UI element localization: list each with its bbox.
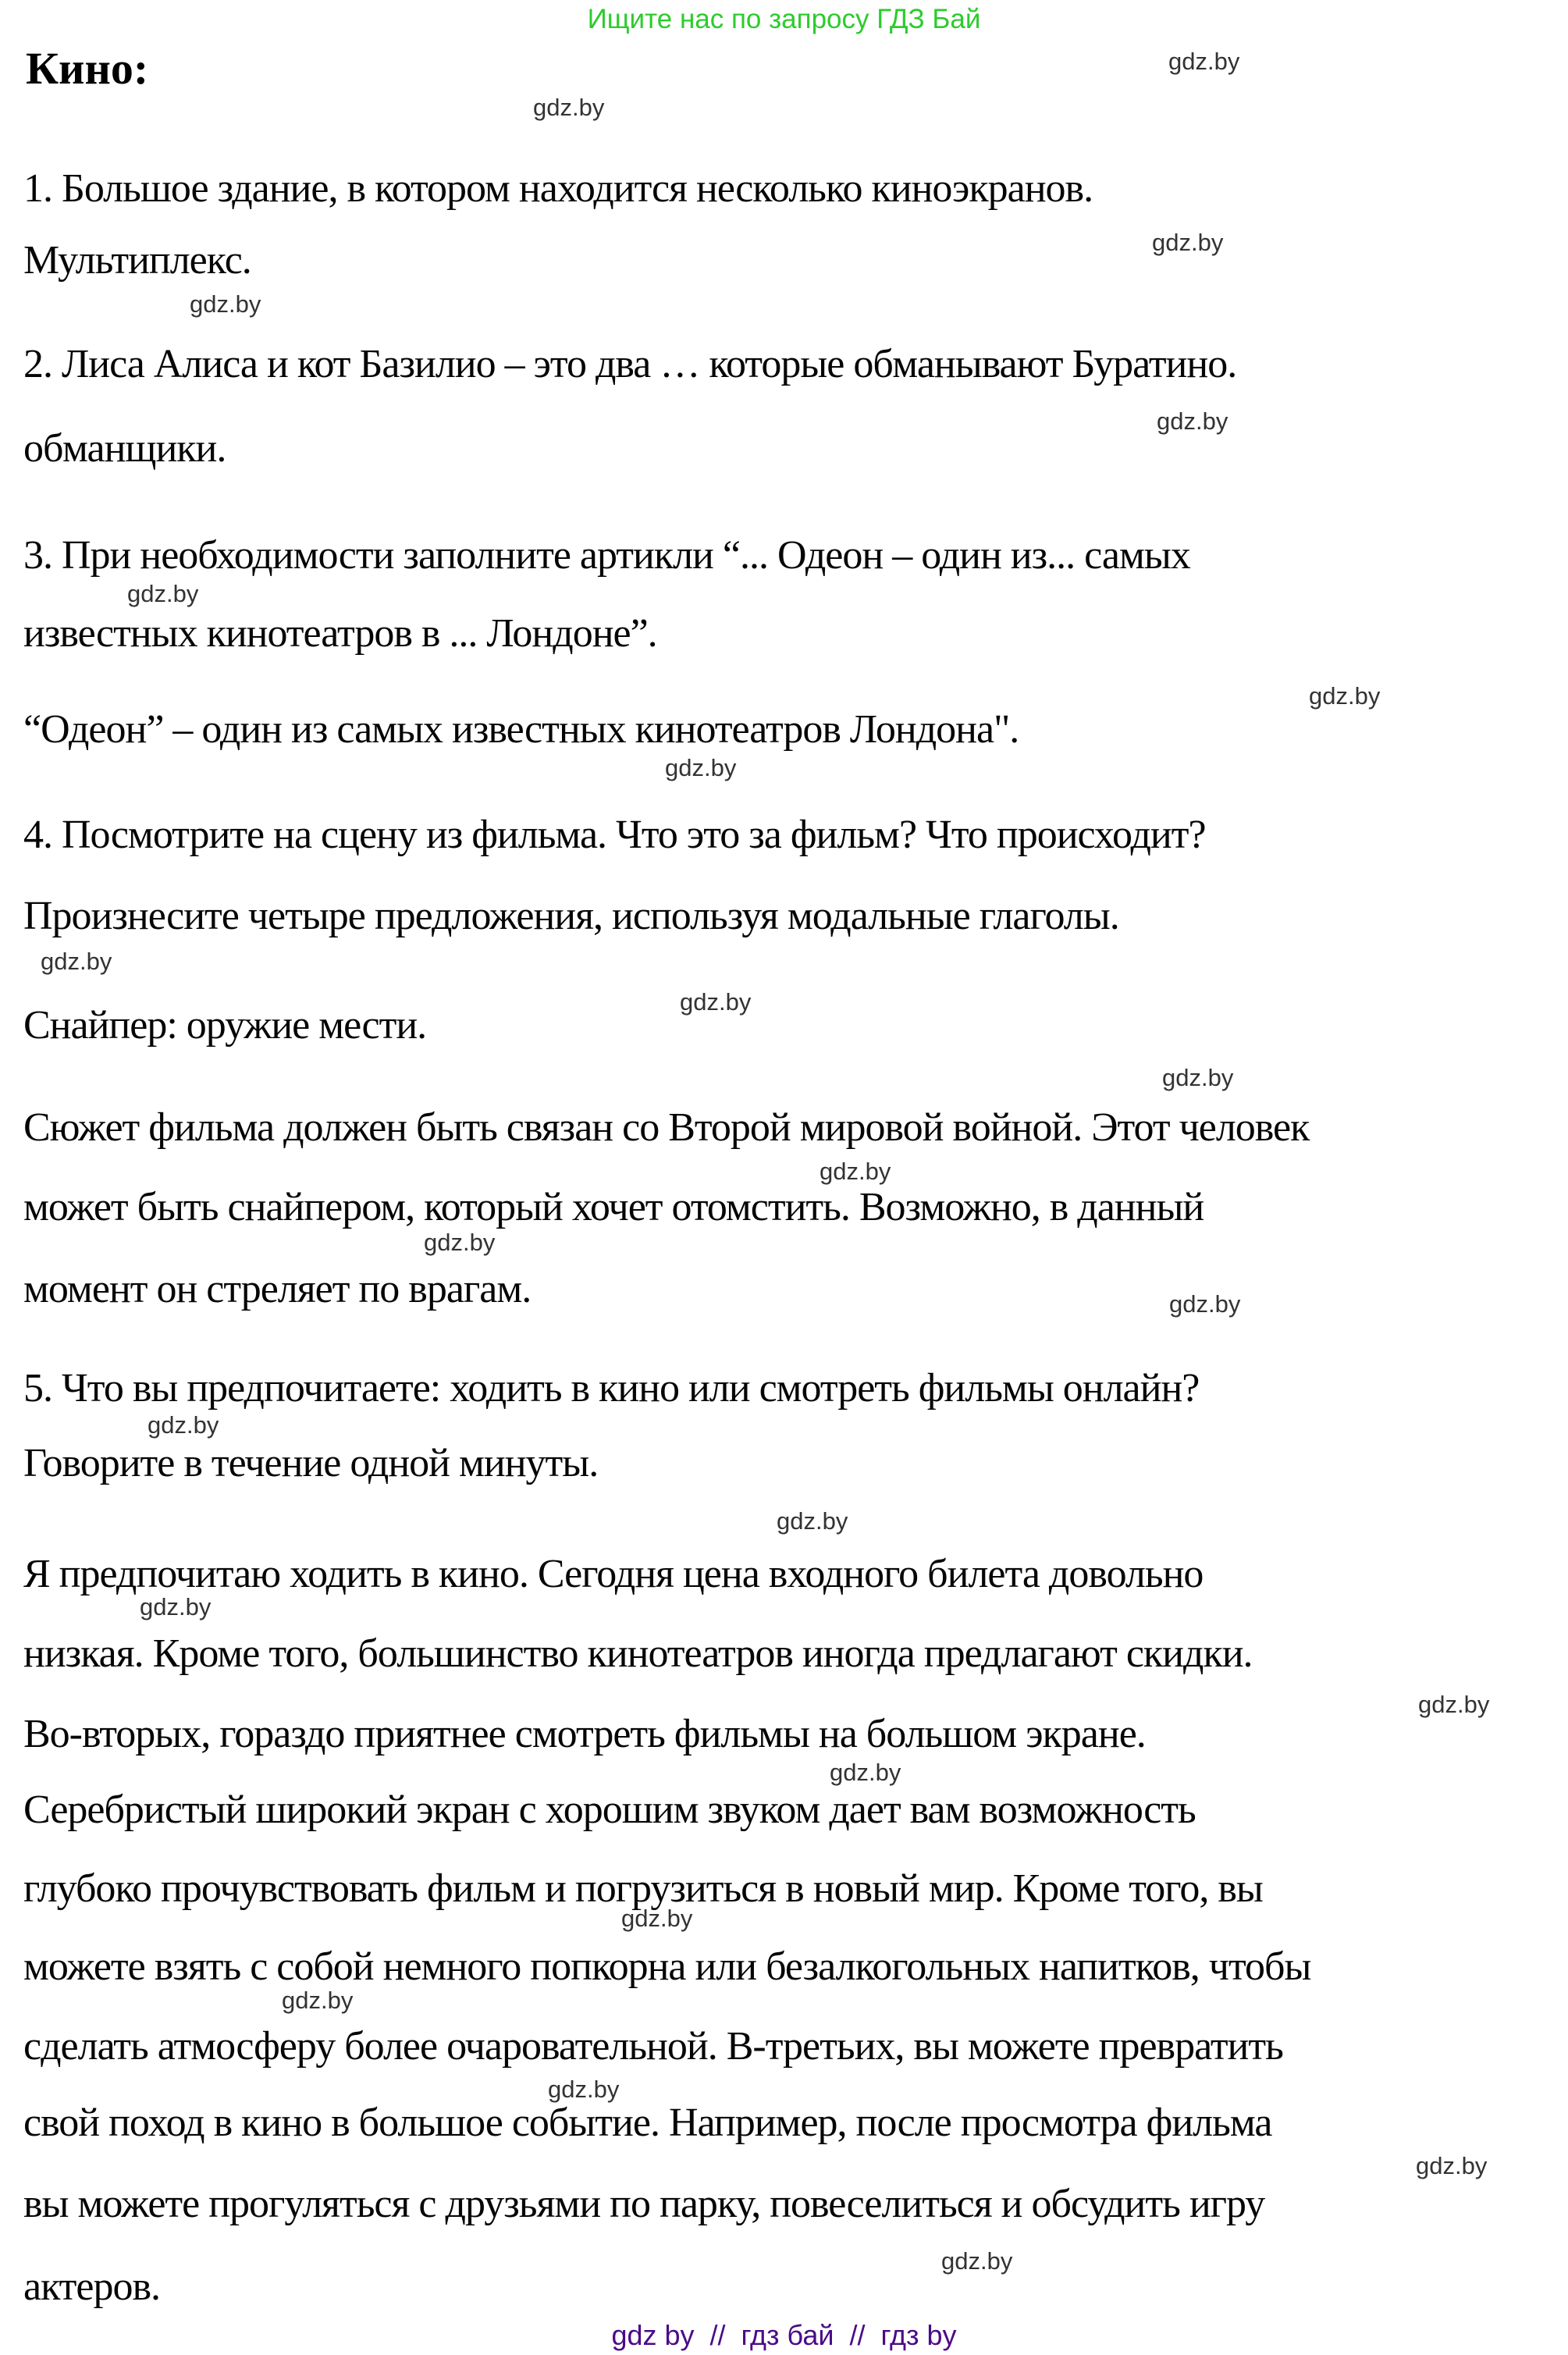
- gdz-watermark: gdz.by: [1168, 48, 1240, 75]
- answer-line: актеров.: [23, 2264, 161, 2309]
- question-line: 3. При необходимости заполните артикли “... Одеон – один из... самых: [23, 533, 1190, 578]
- question-line: 1. Большое здание, в котором находится несколько киноэкранов.: [23, 166, 1093, 211]
- gdz-watermark: gdz.by: [1152, 229, 1224, 256]
- gdz-watermark: gdz.by: [820, 1158, 891, 1185]
- answer-line: сделать атмосферу более очаровательной. В-третьих, вы можете превратить: [23, 2024, 1283, 2069]
- gdz-watermark: gdz.by: [777, 1507, 848, 1535]
- gdz-watermark: gdz.by: [41, 948, 112, 975]
- question-line: 5. Что вы предпочитаете: ходить в кино или смотреть фильмы онлайн?: [23, 1366, 1200, 1411]
- answer-line: вы можете прогуляться с друзьями по парку, повеселиться и обсудить игру: [23, 2182, 1265, 2226]
- gdz-watermark: gdz.by: [533, 94, 605, 121]
- answer-line: можете взять с собой немного попкорна или безалкогольных напитков, чтобы: [23, 1944, 1311, 1989]
- footer-links: gdz by // гдз бай // гдз by: [611, 2319, 957, 2351]
- gdz-watermark: gdz.by: [1157, 407, 1228, 435]
- page-title: Кино:: [26, 43, 149, 94]
- answer-line: глубоко прочувствовать фильм и погрузиться в новый мир. Кроме того, вы: [23, 1866, 1263, 1911]
- question-line: Произнесите четыре предложения, используя модальные глаголы.: [23, 894, 1119, 938]
- answer-line: Я предпочитаю ходить в кино. Сегодня цена входного билета довольно: [23, 1552, 1204, 1596]
- answer-line: Снайпер: оружие мести.: [23, 1003, 427, 1048]
- answer-line: Серебристый широкий экран с хорошим звуком дает вам возможность: [23, 1788, 1196, 1832]
- answer-line: Во-вторых, гораздо приятнее смотреть фильмы на большом экране.: [23, 1712, 1146, 1756]
- gdz-watermark: gdz.by: [1169, 1290, 1241, 1318]
- gdz-watermark: gdz.by: [127, 580, 199, 607]
- gdz-watermark: gdz.by: [282, 1987, 354, 2014]
- answer-line: обманщики.: [23, 426, 226, 471]
- answer-line: может быть снайпером, который хочет отомстить. Возможно, в данный: [23, 1185, 1204, 1229]
- answer-line: Сюжет фильма должен быть связан со Второй мировой войной. Этот человек: [23, 1105, 1310, 1150]
- gdz-watermark: gdz.by: [190, 290, 261, 318]
- gdz-watermark: gdz.by: [148, 1411, 219, 1439]
- answer-line: момент он стреляет по врагам.: [23, 1267, 532, 1311]
- answer-line: “Одеон” – один из самых известных кинотеатров Лондона".: [23, 707, 1019, 752]
- gdz-watermark: gdz.by: [941, 2247, 1013, 2275]
- gdz-watermark: gdz.by: [830, 1759, 901, 1786]
- gdz-watermark: gdz.by: [680, 988, 752, 1016]
- gdz-watermark: gdz.by: [1418, 1691, 1490, 1718]
- answer-line: Мультиплекс.: [23, 238, 251, 283]
- answer-line: свой поход в кино в большое событие. Например, после просмотра фильма: [23, 2101, 1272, 2145]
- gdz-watermark: gdz.by: [1162, 1064, 1234, 1091]
- question-line: 4. Посмотрите на сцену из фильма. Что это за фильм? Что происходит?: [23, 813, 1206, 857]
- question-line: известных кинотеатров в ... Лондоне”.: [23, 611, 657, 656]
- gdz-watermark: gdz.by: [665, 754, 737, 781]
- gdz-watermark: gdz.by: [140, 1593, 212, 1620]
- answer-line: низкая. Кроме того, большинство кинотеатров иногда предлагают скидки.: [23, 1631, 1253, 1676]
- gdz-watermark: gdz.by: [621, 1905, 693, 1932]
- question-line: Говорите в течение одной минуты.: [23, 1441, 599, 1485]
- gdz-watermark: gdz.by: [1309, 682, 1381, 710]
- gdz-watermark: gdz.by: [1416, 2152, 1488, 2179]
- gdz-watermark: gdz.by: [424, 1229, 496, 1256]
- question-line: 2. Лиса Алиса и кот Базилио – это два … которые обманывают Буратино.: [23, 342, 1237, 386]
- promo-banner: Ищите нас по запросу ГДЗ Бай: [587, 4, 981, 34]
- gdz-watermark: gdz.by: [548, 2076, 620, 2103]
